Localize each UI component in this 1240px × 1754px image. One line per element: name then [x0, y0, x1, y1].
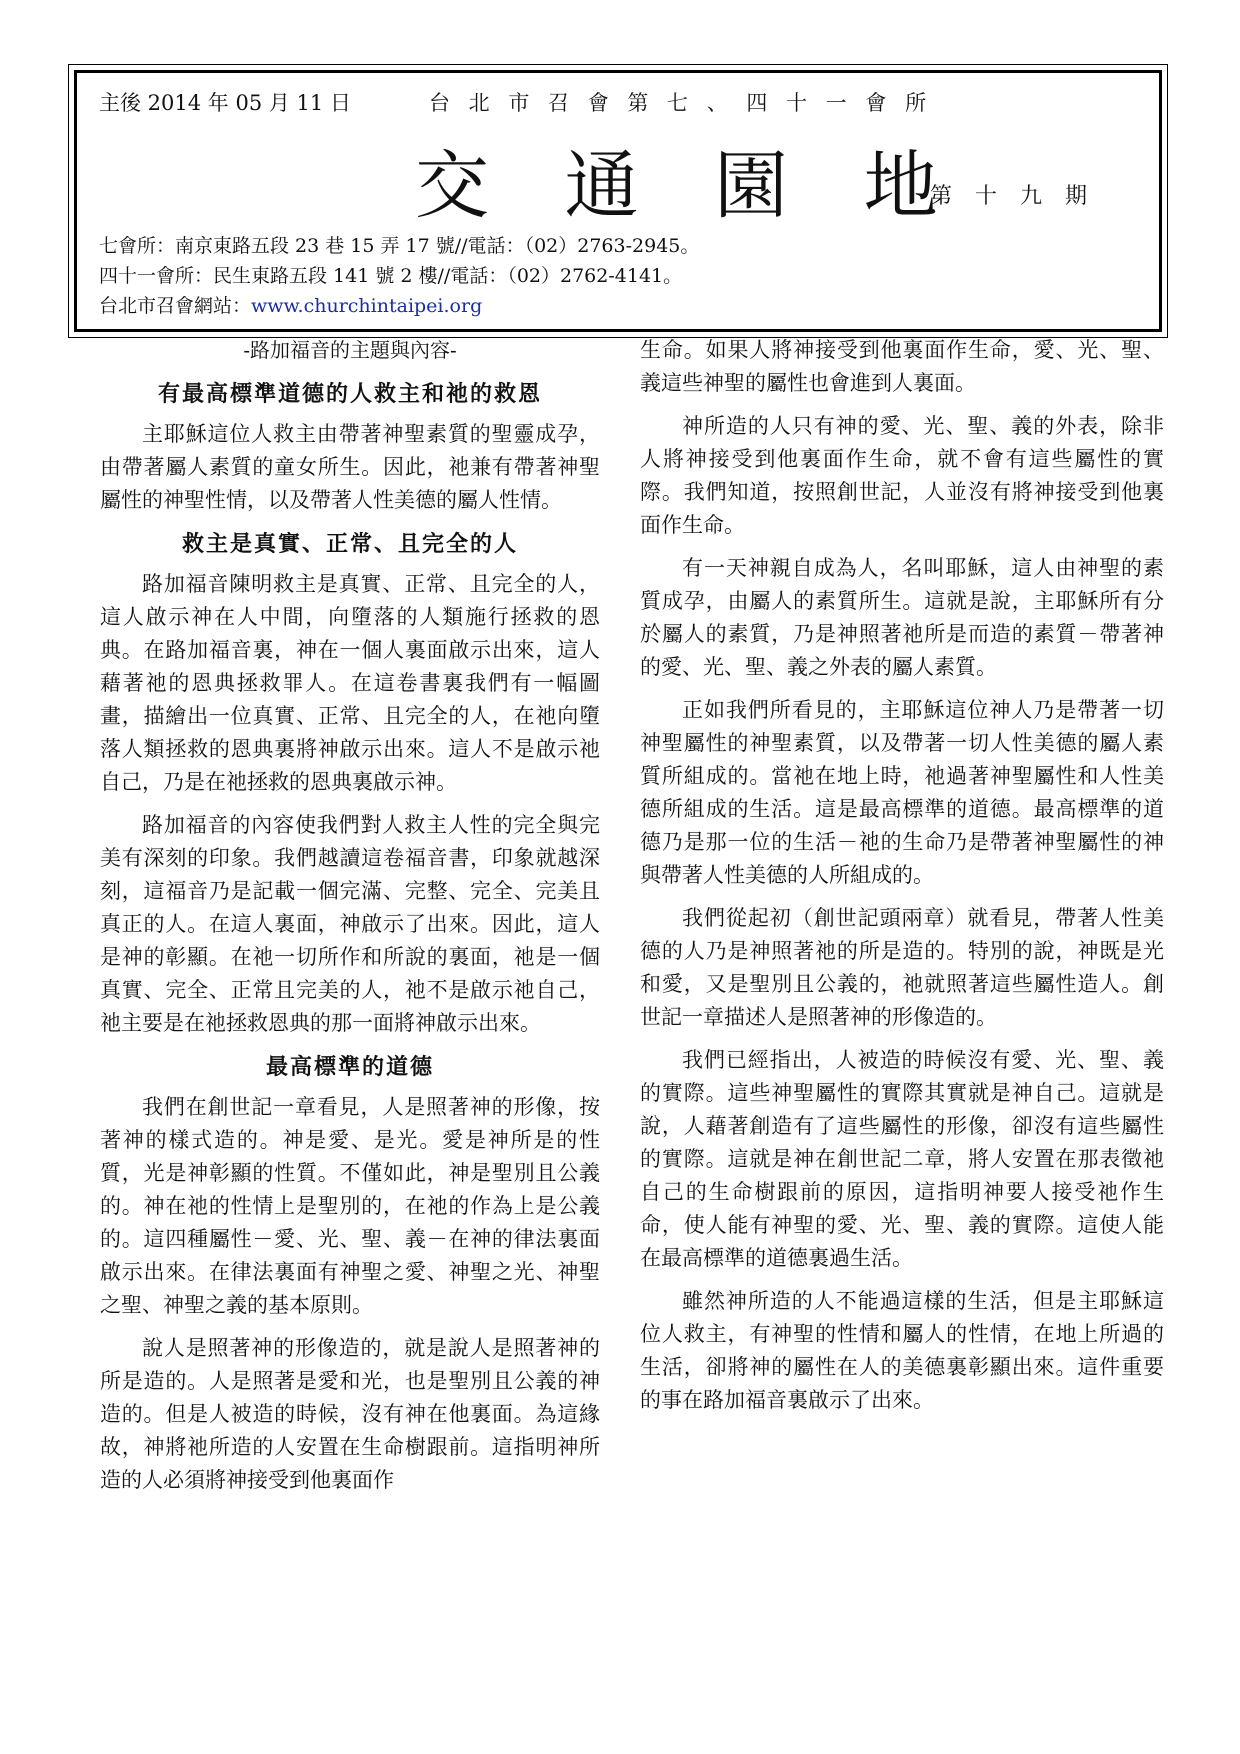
paragraph: 說人是照著神的形像造的，就是說人是照著神的所是造的。人是照著是愛和光，也是聖別且公義的神造的。但是人被造的時候，沒有神在他裏面。為這緣故，神將祂所造的人安置在生命樹跟前。這指明神所造的人必須將神接受到他裏面作 [100, 1336, 600, 1492]
right-column [640, 334, 1164, 1427]
paragraph: 我們從起初（創世記頭兩章）就看見，帶著人性美德的人乃是神照著祂的所是造的。特別的說，神既是光和愛，又是聖別且公義的，祂就照著這些屬性造人。創世記一章描述人是照著神的形像造的。 [640, 906, 1164, 1029]
heading-2: 救主是真實、正常、且完全的人 [181, 531, 518, 557]
paragraph: 路加福音陳明救主是真實、正常、且完全的人，這人啟示神在人中間，向墮落的人類施行拯救的恩典。在路加福音裏，神在一個人裏面啟示出來，這人藉著祂的恩典拯救罪人。在這卷書裏我們有一幅圖畫，描繪出一位真實、正常、且完全的人，在祂向墮落人類拯救的恩典裏將神啟示出來。這人不是啟示祂自己，乃是在祂拯救的恩典裏啟示神。 [100, 572, 600, 794]
issue-number: 第 十 九 期 [930, 184, 1095, 209]
heading-1: 有最高標準道德的人救主和祂的救恩 [157, 381, 542, 407]
website-label: 台北市召會網站： [99, 295, 252, 317]
masthead [74, 70, 1162, 332]
paragraph: 我們已經指出，人被造的時候沒有愛、光、聖、義的實際。這些神聖屬性的實際其實就是神自己。這就是說，人藉著創造有了這些屬性的形像，卻沒有這些屬性的實際。這就是神在創世記二章，將人安置在那表徵祂自己的生命樹跟前的原因，這指明神要人接受祂作生命，使人能有神聖的愛、光、聖、義的實際。這使人能在最高標準的道德裏過生活。 [640, 1048, 1164, 1270]
church-name: 台 北 市 召 會 第 七 、 四 十 一 會 所 [429, 91, 933, 115]
address-hall-7: 七會所：南京東路五段 23 巷 15 弄 17 號//電話：（02）2763-2945。 [99, 235, 700, 257]
paragraph: 正如我們所看見的，主耶穌這位神人乃是帶著一切神聖屬性的神聖素質，以及帶著一切人性美德的屬人素質所組成的。當祂在地上時，祂過著神聖屬性和人性美德所組成的生活。這是最高標準的道德。最高標準的道德乃是那一位的生活－祂的生命乃是帶著神聖屬性的神與帶著人性美德的人所組成的。 [640, 698, 1164, 887]
paragraph-continued: 生命。如果人將神接受到他裏面作生命，愛、光、聖、義這些神聖的屬性也會進到人裏面。 [640, 338, 1164, 395]
issue-date: 主後 2014 年 05 月 11 日 [99, 91, 351, 115]
newsletter-title: 交 通 園 地 [415, 143, 964, 229]
paragraph: 神所造的人只有神的愛、光、聖、義的外表，除非人將神接受到他裏面作生命，就不會有這些屬性的實際。我們知道，按照創世記，人並沒有將神接受到他裏面作生命。 [640, 414, 1164, 537]
paragraph: 有一天神親自成為人，名叫耶穌，這人由神聖的素質成孕，由屬人的素質所生。這就是說，主耶穌所有分於屬人的素質，乃是神照著祂所是而造的素質－帶著神的愛、光、聖、義之外表的屬人素質。 [640, 556, 1164, 679]
paragraph: 路加福音的內容使我們對人救主人性的完全與完美有深刻的印象。我們越讀這卷福音書，印象就越深刻，這福音乃是記載一個完滿、完整、完全、完美且真正的人。在這人裏面，神啟示了出來。因此，這人是神的彰顯。在祂一切所作和所說的裏面，祂是一個真實、完全、正常且完美的人，祂不是啟示祂自己，祂主要是在祂拯救恩典的那一面將神啟示出來。 [100, 813, 600, 1035]
heading-3: 最高標準的道德 [265, 1054, 434, 1080]
left-column [100, 334, 600, 1507]
website-link[interactable]: www.churchintaipei.org [251, 295, 483, 317]
paragraph: 我們在創世記一章看見，人是照著神的形像，按著神的樣式造的。神是愛、是光。愛是神所是的性質，光是神彰顯的性質。不僅如此，神是聖別且公義的。神在祂的性情上是聖別的，在祂的作為上是公義的。這四種屬性－愛、光、聖、義－在神的律法裏面啟示出來。在律法裏面有神聖之愛、神聖之光、神聖之聖、神聖之義的基本原則。 [100, 1095, 600, 1317]
article-title: -路加福音的主題與內容- [243, 340, 457, 362]
paragraph: 主耶穌這位人救主由帶著神聖素質的聖靈成孕，由帶著屬人素質的童女所生。因此，祂兼有帶著神聖屬性的神聖性情，以及帶著人性美德的屬人性情。 [100, 422, 600, 512]
website-line [99, 291, 482, 318]
paragraph: 雖然神所造的人不能過這樣的生活，但是主耶穌這位人救主，有神聖的性情和屬人的性情，在地上所過的生活，卻將神的屬性在人的美德裏彰顯出來。這件重要的事在路加福音裏啟示了出來。 [640, 1289, 1164, 1412]
address-hall-41: 四十一會所：民生東路五段 141 號 2 樓//電話：（02）2762-4141。 [99, 265, 683, 287]
